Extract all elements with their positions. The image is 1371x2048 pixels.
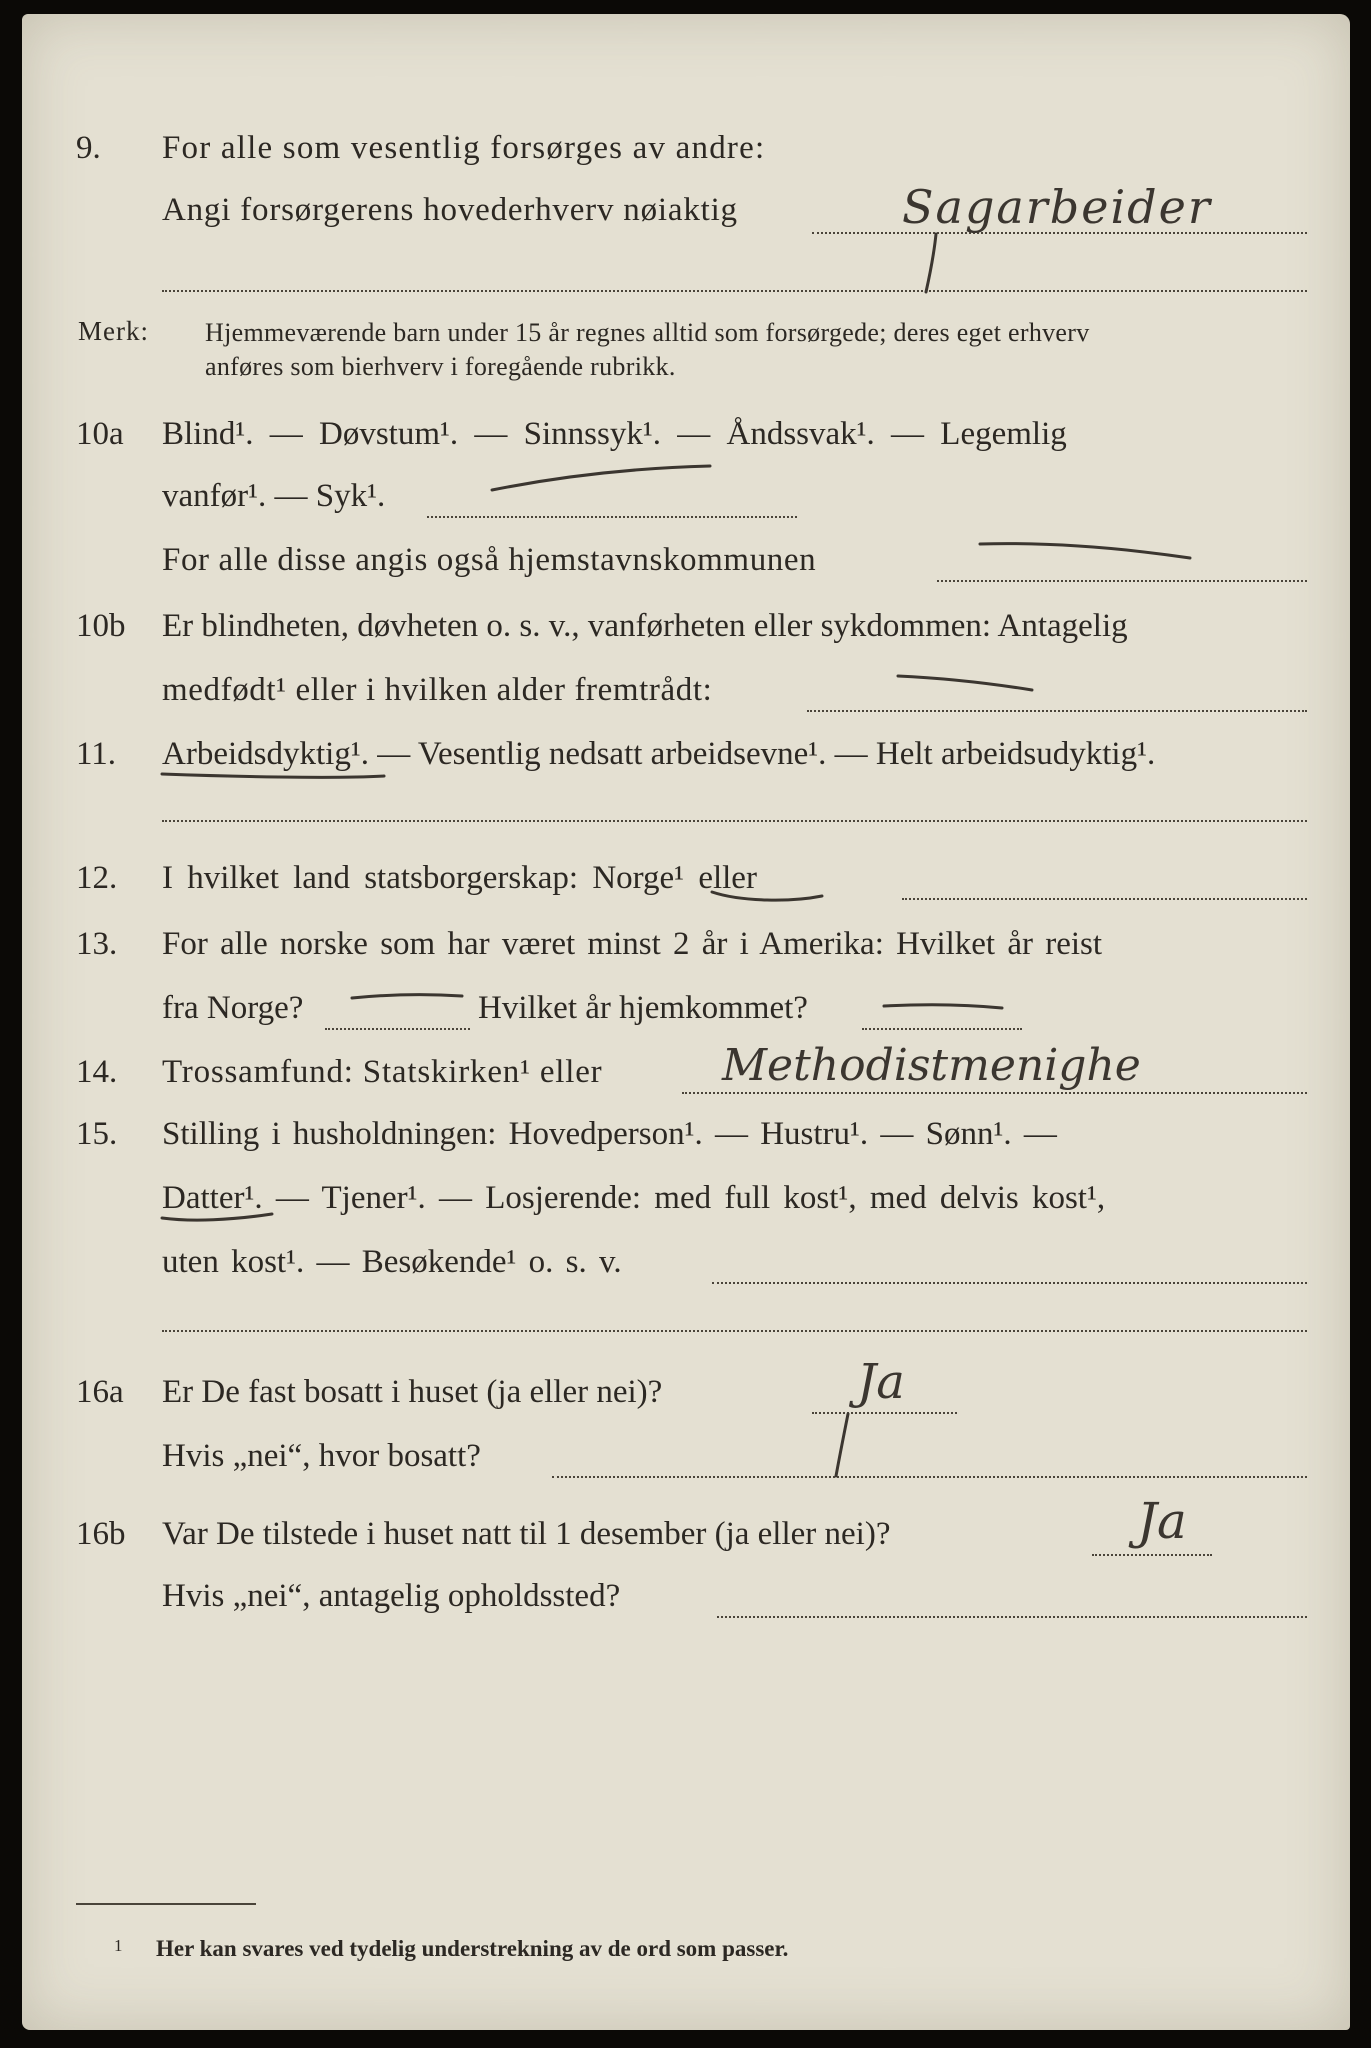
q14-number: 14. xyxy=(76,1054,118,1090)
q10a-row xyxy=(22,410,1350,460)
q9-line2-row xyxy=(22,180,1350,236)
q10a-line1: Blind¹. — Døvstum¹. — Sinnssyk¹. — Åndssvak¹. — Legemlig xyxy=(162,416,1067,452)
q16a-line2: Hvis „nei“, hvor bosatt? xyxy=(162,1438,481,1474)
q13-hjemkommet-line xyxy=(862,1028,1022,1030)
q12-number: 12. xyxy=(76,860,118,896)
q10b-line2: medfødt¹ eller i hvilken alder fremtrådt: xyxy=(162,672,713,708)
q9-row xyxy=(22,124,1350,174)
q13-line1: For alle norske som har været minst 2 år i Amerika: Hvilket år reist xyxy=(162,926,1103,962)
q9-handwritten-answer: Sagarbeider xyxy=(902,180,1212,234)
q13-line2b: Hvilket år hjemkommet? xyxy=(478,990,808,1026)
q13-row xyxy=(22,920,1350,970)
q16a-handwritten-answer: Ja xyxy=(857,1354,905,1410)
q15-answer-line xyxy=(712,1282,1307,1284)
q16b-answer-line xyxy=(1092,1554,1212,1556)
q13-line2a: fra Norge? xyxy=(162,990,304,1026)
q16b-handwritten-answer: Ja xyxy=(1137,1492,1187,1550)
q10a-line2: vanfør¹. — Syk¹. xyxy=(162,478,386,514)
merk-block xyxy=(22,310,1350,380)
q9-stroke xyxy=(926,234,936,292)
q14-answer-line xyxy=(682,1092,1307,1094)
q10b-answer-line xyxy=(807,710,1307,712)
q16a-number: 16a xyxy=(76,1374,124,1410)
q15-line3: uten kost¹. — Besøkende¹ o. s. v. xyxy=(162,1244,622,1280)
q15-line1: Stilling i husholdningen: Hovedperson¹. — Hustru¹. — Sønn¹. — xyxy=(162,1116,1057,1152)
q16b-row xyxy=(22,1492,1350,1560)
footnote-text: Her kan svares ved tydelig understrekning av de ord som passer. xyxy=(156,1936,789,1961)
q9-number: 9. xyxy=(76,130,101,166)
q13-line2-row xyxy=(22,984,1350,1034)
q16a-line2-row xyxy=(22,1432,1350,1482)
q16b-opholdssted-line xyxy=(717,1616,1307,1618)
q11-row xyxy=(22,730,1350,780)
q15-extra-line xyxy=(162,1330,1307,1332)
q14-handwritten-answer: Methodistmenighe xyxy=(722,1040,1141,1091)
q10a-line3-row xyxy=(22,536,1350,586)
q9-line2: Angi forsørgerens hovederhverv nøiaktig xyxy=(162,192,738,228)
q16a-row xyxy=(22,1354,1350,1418)
q10a-number: 10a xyxy=(76,416,124,452)
q10b-row xyxy=(22,602,1350,652)
q15-row xyxy=(22,1110,1350,1160)
q11-extra-line xyxy=(162,820,1307,822)
q12-answer-line xyxy=(902,898,1307,900)
q11-number: 11. xyxy=(76,736,117,772)
q10a-kommune-line xyxy=(937,580,1307,582)
footnote-rule xyxy=(76,1903,256,1905)
q10b-number: 10b xyxy=(76,608,126,644)
q16b-line2-row xyxy=(22,1572,1350,1622)
q15-line3-row xyxy=(22,1238,1350,1288)
q13-reist-line xyxy=(325,1028,470,1030)
merk-line1: Hjemmeværende barn under 15 år regnes alltid som forsørgede; deres eget erhverv xyxy=(205,318,1090,347)
q10a-line3: For alle disse angis også hjemstavnskommunen xyxy=(162,542,817,578)
q14-row xyxy=(22,1040,1350,1098)
q16a-line1: Er De fast bosatt i huset (ja eller nei)? xyxy=(162,1374,663,1410)
q12-line1: I hvilket land statsborgerskap: Norge¹ eller xyxy=(162,860,757,896)
q16b-line1: Var De tilstede i huset natt til 1 desember (ja eller nei)? xyxy=(162,1516,891,1552)
q10a-syk-line xyxy=(427,516,797,518)
q16b-number: 16b xyxy=(76,1516,126,1552)
q14-line1: Trossamfund: Statskirken¹ eller xyxy=(162,1054,603,1090)
q15-line2: Datter¹. — Tjener¹. — Losjerende: med full kost¹, med delvis kost¹, xyxy=(162,1180,1106,1216)
q13-number: 13. xyxy=(76,926,118,962)
q9-line1: For alle som vesentlig forsørges av andre: xyxy=(162,130,766,166)
q9-extra-line xyxy=(162,290,1307,292)
census-form-sheet xyxy=(22,14,1350,2030)
q12-row xyxy=(22,854,1350,904)
q11-line1: Arbeidsdyktig¹. — Vesentlig nedsatt arbeidsevne¹. — Helt arbeidsudyktig¹. xyxy=(162,736,1156,772)
q16a-bosatt-line xyxy=(552,1476,1307,1478)
q10b-line2-row xyxy=(22,666,1350,716)
q10b-line1: Er blindheten, døvheten o. s. v., vanførheten eller sykdommen: Antagelig xyxy=(162,608,1128,644)
footnote-row xyxy=(22,1936,1350,1970)
q10a-line2-row xyxy=(22,472,1350,522)
merk-line2: anføres som bierhverv i foregående rubrikk. xyxy=(205,352,676,381)
q15-line2-row xyxy=(22,1174,1350,1224)
q16b-line2: Hvis „nei“, antagelig opholdssted? xyxy=(162,1578,621,1614)
footnote-number: 1 xyxy=(114,1936,123,1955)
q15-number: 15. xyxy=(76,1116,118,1152)
q16a-answer-line xyxy=(812,1412,957,1414)
merk-label: Merk: xyxy=(78,316,149,346)
